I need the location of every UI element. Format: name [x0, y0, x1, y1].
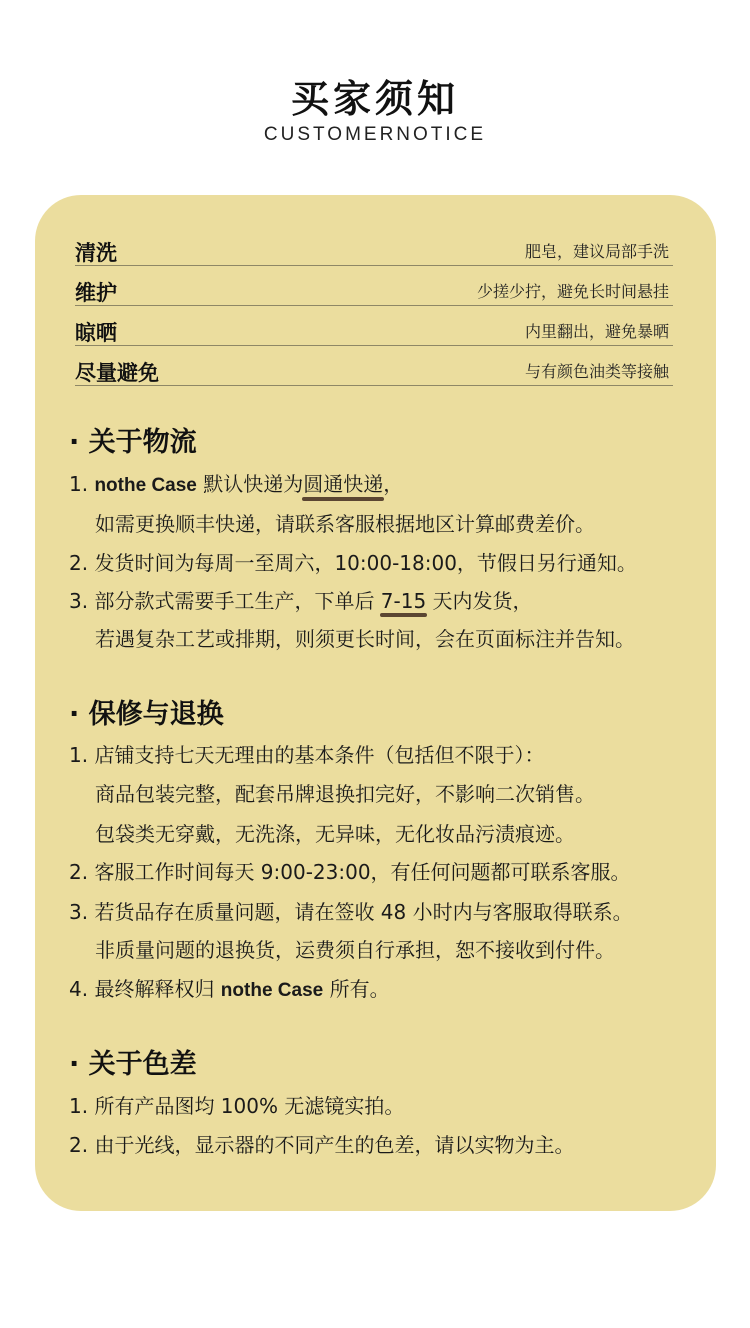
brand-name: nothe Case: [220, 980, 324, 1001]
care-value: 少搓少拧，避免长时间悬挂: [476, 282, 669, 301]
warranty-item-3: 3. 若货品存在质量问题，请在签收 48 小时内与客服取得联系。: [69, 900, 633, 924]
warranty-item-1-line-2: 商品包装完整，配套吊牌退换扣完好，不影响二次销售。: [95, 782, 595, 806]
care-label: 清洗: [75, 241, 117, 265]
page-title: 买家须知: [290, 77, 459, 121]
section-title-logistics: · 关于物流: [69, 427, 197, 458]
logistics-item-2: 2. 发货时间为每周一至周六，10:00-18:00，节假日另行通知。: [69, 551, 637, 575]
warranty-item-2: 2. 客服工作时间每天 9:00-23:00，有任何问题都可联系客服。: [69, 860, 631, 884]
text: 1.: [69, 472, 95, 496]
notice-card: [35, 195, 716, 1211]
warranty-item-1: 1. 店铺支持七天无理由的基本条件（包括但不限于）：: [69, 743, 545, 767]
care-row-avoid: [75, 345, 673, 386]
logistics-item-3-line-2: 若遇复杂工艺或排期，则须更长时间，会在页面标注并告知。: [95, 627, 635, 651]
warranty-item-3-line-2: 非质量问题的退换货，运费须自行承担，恕不接收到付件。: [95, 938, 615, 962]
care-value: 内里翻出，避免暴晒: [524, 322, 669, 341]
section-title-warranty: · 保修与退换: [69, 699, 224, 730]
brand-name: nothe Case: [94, 475, 197, 496]
page-subtitle: CUSTOMERNOTICE: [263, 124, 487, 145]
warranty-item-1-line-3: 包袋类无穿戴，无洗涤，无异味，无化妆品污渍痕迹。: [95, 822, 575, 846]
warranty-item-4: [69, 973, 390, 1002]
logistics-item-1: [69, 468, 403, 497]
section-title-color: · 关于色差: [69, 1049, 197, 1080]
care-row-dry: [75, 305, 673, 346]
care-value: 肥皂，建议局部手洗: [524, 242, 669, 261]
text: 4. 最终解释权归: [69, 977, 221, 1001]
care-row-maintain: [75, 265, 673, 306]
logistics-item-3: [69, 585, 533, 614]
text: 3. 部分款式需要手工生产，下单后: [69, 589, 381, 613]
care-label: 晾晒: [75, 321, 117, 345]
color-item-2: 2. 由于光线，显示器的不同产生的色差，请以实物为主。: [69, 1133, 575, 1157]
text: 所有。: [323, 977, 390, 1001]
care-label: 维护: [75, 281, 117, 305]
text: 默认快递为: [196, 472, 304, 496]
care-value: 与有颜色油类等接触: [524, 362, 669, 381]
logistics-item-1-line-2: 如需更换顺丰快递，请联系客服根据地区计算邮费差价。: [95, 512, 595, 536]
care-row-wash: [75, 225, 673, 266]
text: ，: [383, 472, 404, 496]
underlined-text: 圆通快递: [303, 468, 383, 497]
care-label: 尽量避免: [75, 361, 159, 385]
text: 天内发货，: [426, 589, 533, 613]
underlined-text: 7-15: [380, 589, 427, 613]
color-item-1: 1. 所有产品图均 100% 无滤镜实拍。: [69, 1094, 405, 1118]
